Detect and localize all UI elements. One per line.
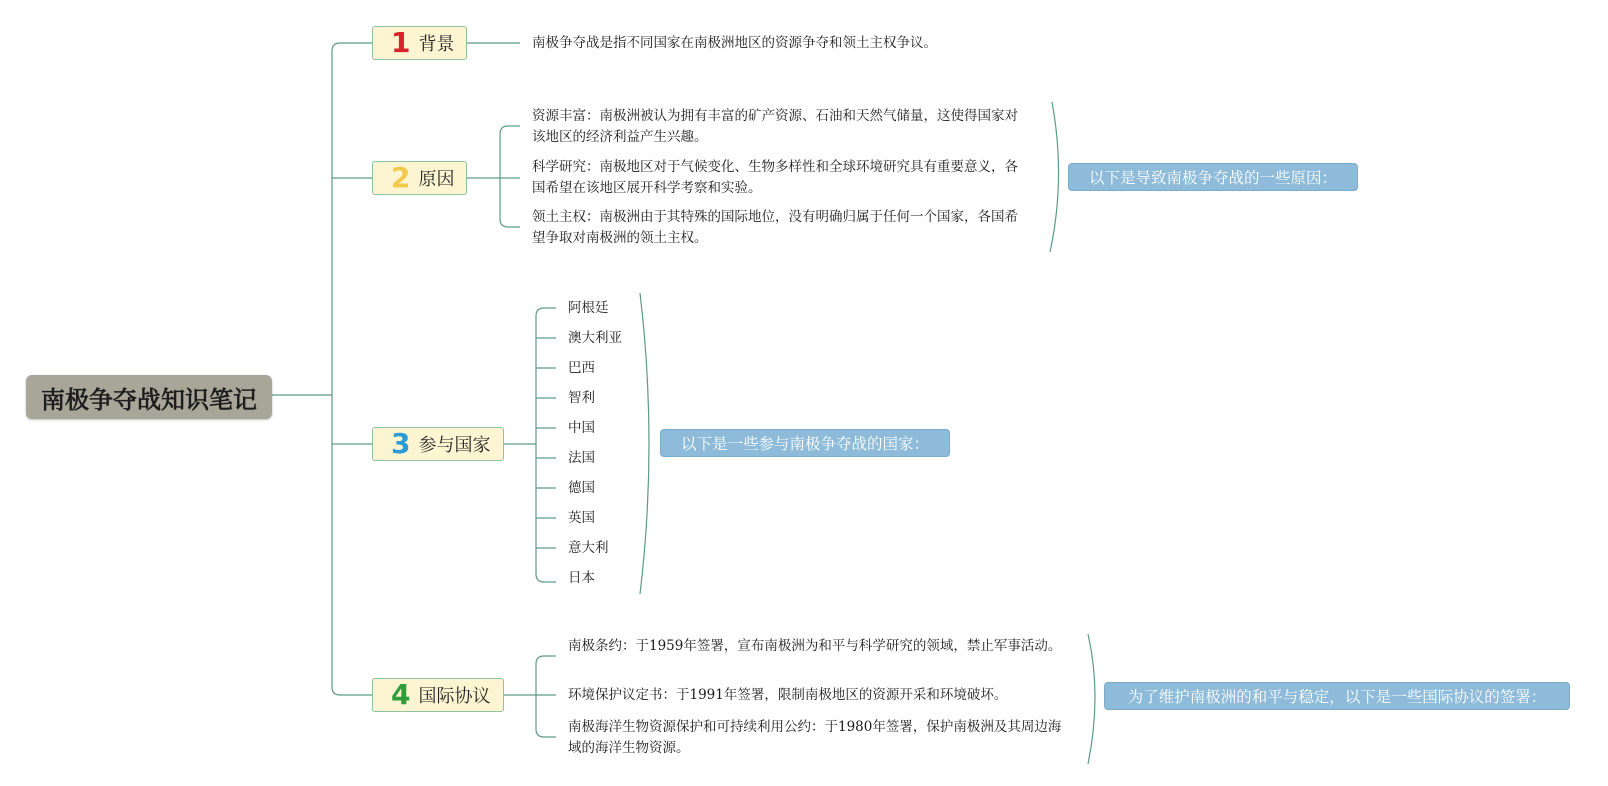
number-4-icon: 4 (391, 678, 411, 711)
agreement-item[interactable]: 南极条约：于1959年签署，宣布南极洲为和平与科学研究的领域，禁止军事活动。 (568, 638, 1062, 654)
branch-label: 国际协议 (418, 686, 491, 707)
branch-label: 原因 (418, 169, 455, 190)
reason-item[interactable]: 资源丰富：南极洲被认为拥有丰富的矿产资源、石油和天然气储量，这使得国家对该地区的经济利益产生兴趣。 (532, 108, 1018, 145)
country-item[interactable]: 法国 (568, 450, 595, 466)
main-trunk (332, 43, 372, 695)
branch-background[interactable] (372, 26, 467, 60)
country-item[interactable]: 意大利 (568, 540, 609, 556)
reasons-summary-label[interactable]: 以下是导致南极争夺战的一些原因： (1068, 163, 1358, 191)
background-item[interactable]: 南极争夺战是指不同国家在南极洲地区的资源争夺和领土主权争议。 (532, 35, 937, 51)
country-item[interactable]: 澳大利亚 (568, 330, 622, 346)
number-3-icon: 3 (391, 427, 411, 460)
country-item[interactable]: 德国 (568, 480, 595, 496)
countries-summary-label[interactable]: 以下是一些参与南极争夺战的国家： (660, 429, 950, 457)
country-item[interactable]: 英国 (568, 510, 595, 526)
branch-label: 背景 (418, 34, 455, 55)
branch-international-agreements[interactable] (372, 678, 504, 712)
agreement-item[interactable]: 环境保护议定书：于1991年签署，限制南极地区的资源开采和环境破坏。 (568, 687, 1008, 703)
country-item[interactable]: 巴西 (568, 360, 595, 376)
number-2-icon: 2 (391, 161, 411, 194)
agreements-summary-label[interactable]: 为了维护南极洲的和平与稳定，以下是一些国际协议的签署： (1104, 682, 1570, 710)
summary-bracket-4 (1088, 634, 1095, 764)
central-topic[interactable]: 南极争夺战知识笔记 (26, 375, 272, 419)
number-1-icon: 1 (391, 26, 411, 59)
agreement-item[interactable]: 南极海洋生物资源保护和可持续利用公约：于1980年签署，保护南极洲及其周边海域的海洋生物资源。 (568, 719, 1062, 756)
branch-4-bracket (536, 656, 556, 737)
summary-bracket-2 (1050, 102, 1059, 252)
branch-label: 参与国家 (418, 435, 491, 456)
branch-reasons[interactable] (372, 161, 467, 195)
summary-bracket-3 (640, 293, 649, 594)
branch-2-bracket (500, 126, 520, 227)
country-item[interactable]: 智利 (568, 390, 595, 406)
country-item[interactable]: 日本 (568, 570, 595, 586)
reason-item[interactable]: 科学研究：南极地区对于气候变化、生物多样性和全球环境研究具有重要意义，各国希望在该地区展开科学考察和实验。 (532, 159, 1018, 196)
country-item[interactable]: 中国 (568, 420, 595, 436)
country-item[interactable]: 阿根廷 (568, 300, 609, 316)
branch-participating-countries[interactable] (372, 427, 504, 461)
branch-3-bracket (536, 308, 556, 582)
reason-item[interactable]: 领土主权：南极洲由于其特殊的国际地位，没有明确归属于任何一个国家，各国希望争取对南极洲的领土主权。 (532, 209, 1018, 246)
